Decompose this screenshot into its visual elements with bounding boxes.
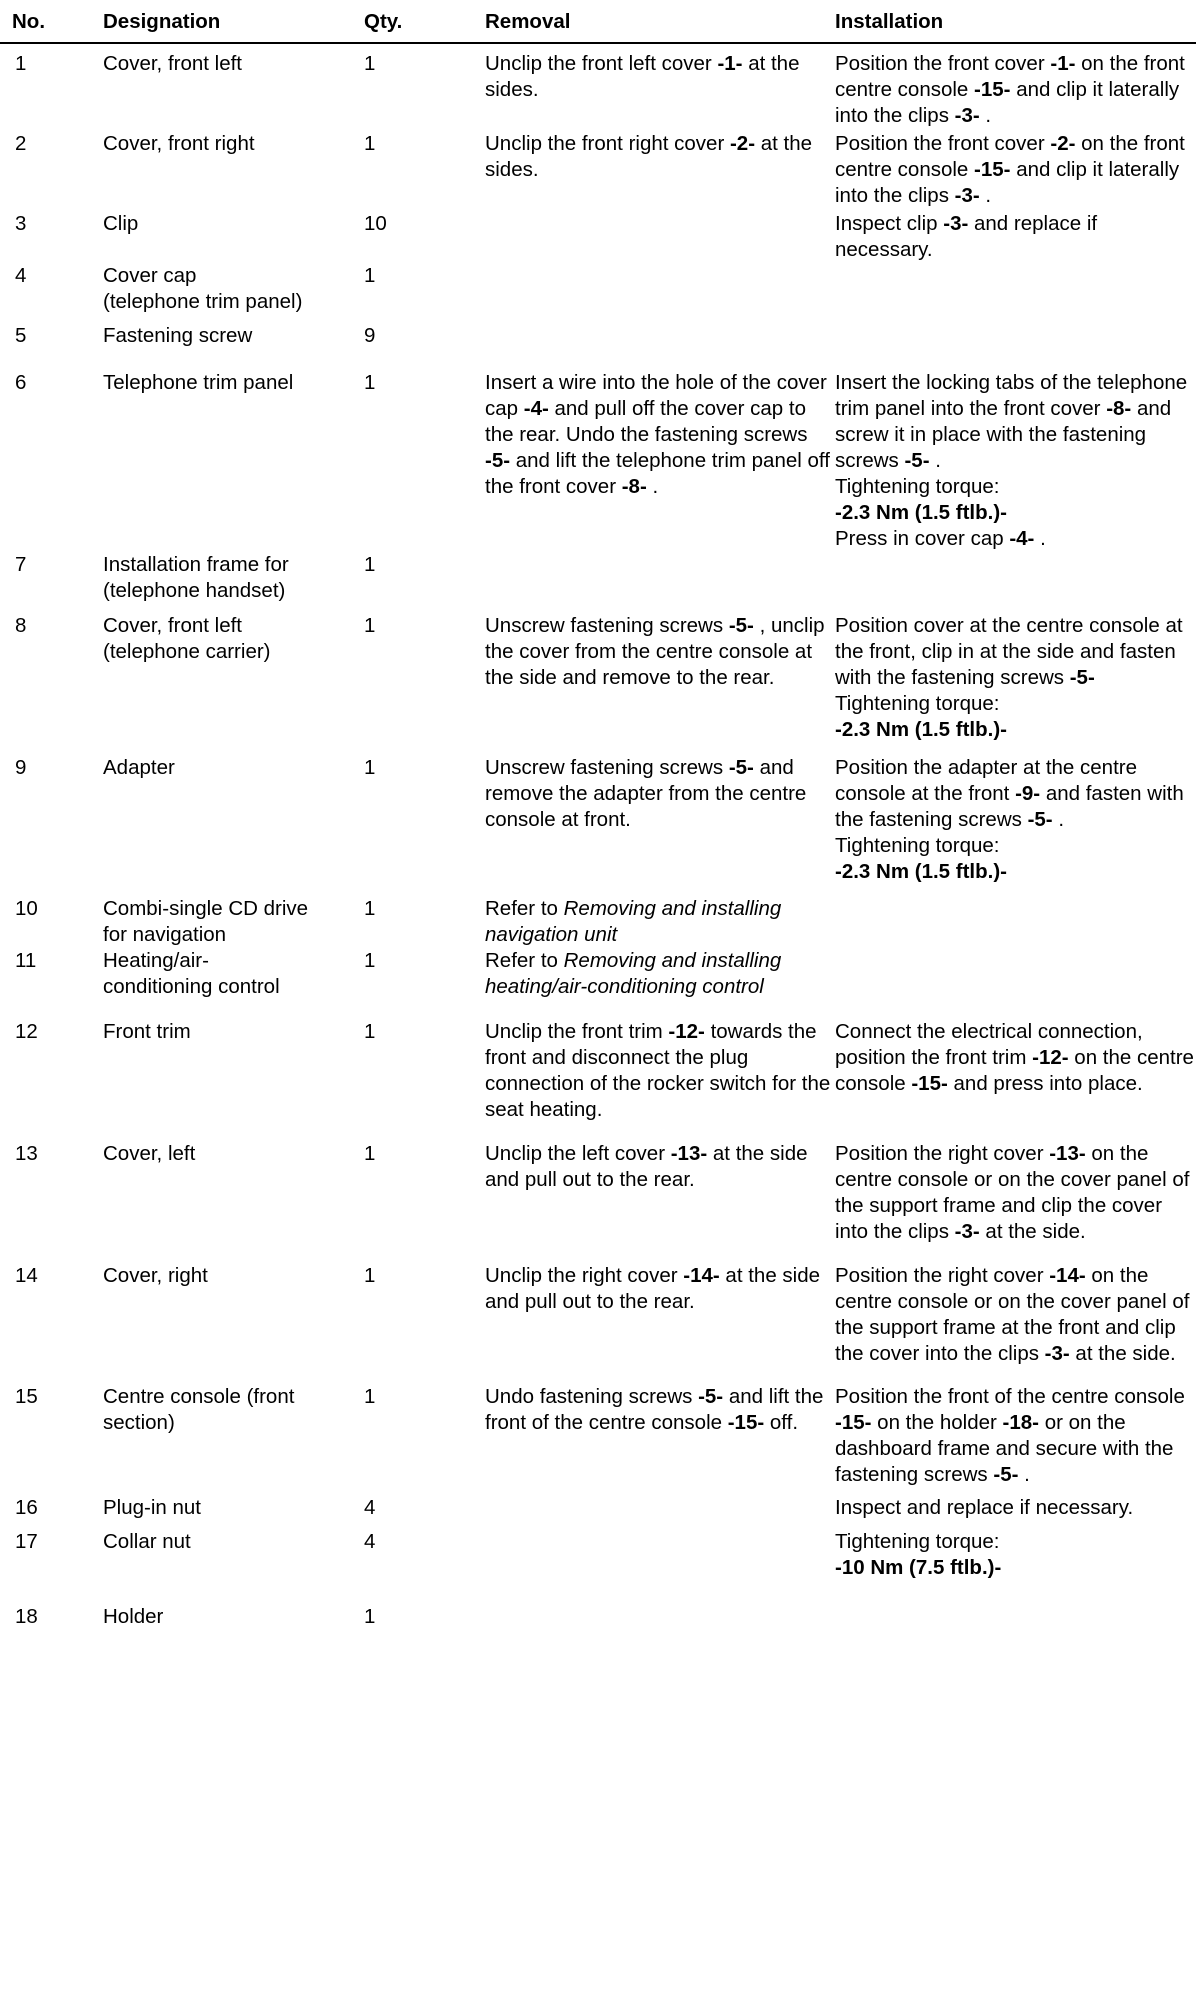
part-reference: -4- — [1009, 527, 1035, 550]
removal-cell — [485, 613, 835, 755]
instruction-text: on the centre console or on the cover panel of the support frame at the front and clip the cover into the clips — [835, 1264, 1190, 1365]
designation-line: Front trim — [103, 1020, 191, 1043]
row-number: 16 — [15, 1496, 38, 1519]
designation-line: Combi-single CD drive — [103, 897, 309, 920]
instruction-text: Tightening torque: — [835, 834, 1000, 857]
cross-reference: Removing and installing navigation unit — [485, 897, 782, 946]
table-row — [0, 211, 1196, 263]
installation-cell — [835, 896, 1196, 948]
quantity: 4 — [364, 1530, 376, 1553]
designation-line: Cover, front left — [103, 614, 243, 637]
installation-cell — [835, 1263, 1196, 1384]
quantity: 1 — [364, 553, 376, 576]
part-reference: -15- — [911, 1072, 948, 1095]
designation-line: Cover cap — [103, 264, 197, 287]
table-row — [0, 43, 1196, 131]
instruction-text: . — [979, 184, 992, 207]
instruction-text: towards the front and disconnect the plug connection of the rocker switch for the seat heating. — [485, 1020, 831, 1121]
quantity: 1 — [364, 1605, 376, 1628]
instruction-text: and remove the adapter from the centre console at front. — [485, 756, 807, 831]
designation-line: (telephone handset) — [103, 579, 286, 602]
instruction-text: Press in cover cap — [835, 527, 1010, 550]
instruction-text: and fasten with the fastening screws — [835, 782, 1184, 831]
row-number: 3 — [15, 212, 27, 235]
instruction-text: Position the right cover — [835, 1142, 1050, 1165]
row-number: 8 — [15, 614, 27, 637]
designation — [103, 948, 364, 1019]
instruction-text: Unclip the left cover — [485, 1142, 671, 1165]
instruction-text: at the side and pull out to the rear. — [485, 1264, 821, 1313]
instruction-text: . — [1052, 808, 1065, 831]
part-reference: -5- — [1027, 808, 1053, 831]
row-number: 9 — [15, 756, 27, 779]
designation — [103, 1384, 364, 1495]
designation — [103, 131, 364, 211]
header-installation: Installation — [835, 0, 1196, 43]
row-number: 18 — [15, 1605, 38, 1628]
part-reference: -18- — [1002, 1411, 1040, 1434]
table-row — [0, 1384, 1196, 1495]
installation-cell — [835, 43, 1196, 131]
quantity: 1 — [364, 1020, 376, 1043]
table-row — [0, 370, 1196, 552]
designation-line: Fastening screw — [103, 324, 253, 347]
part-reference: -15- — [727, 1411, 765, 1434]
instruction-text: and replace if necessary. — [835, 212, 1098, 261]
designation-line: Cover, front right — [103, 132, 255, 155]
part-reference: -14- — [1049, 1264, 1086, 1287]
designation — [103, 755, 364, 896]
instruction-text: and clip it laterally into the clips — [835, 158, 1180, 207]
part-reference: -8- — [621, 475, 647, 498]
removal-cell — [485, 552, 835, 613]
part-reference: -3- — [954, 1220, 980, 1243]
designation-line: Heating/air- — [103, 949, 209, 972]
part-reference: -9- — [1015, 782, 1041, 805]
header-designation: Designation — [103, 0, 364, 43]
part-reference: -3- — [1044, 1342, 1070, 1365]
instruction-text: . — [1034, 527, 1046, 550]
row-number: 2 — [15, 132, 27, 155]
instruction-text: . — [929, 449, 941, 472]
installation-cell — [835, 1019, 1196, 1141]
instruction-text: Unscrew fastening screws — [485, 756, 729, 779]
quantity: 4 — [364, 1496, 376, 1519]
row-number: 15 — [15, 1385, 38, 1408]
designation — [103, 613, 364, 755]
removal-cell — [485, 1141, 835, 1263]
removal-cell — [485, 1604, 835, 1630]
removal-cell — [485, 896, 835, 948]
quantity: 1 — [364, 897, 376, 920]
part-reference: -5- — [698, 1385, 724, 1408]
quantity: 1 — [364, 1264, 376, 1287]
installation-cell — [835, 1495, 1196, 1529]
instruction-text: at the side and pull out to the rear. — [485, 1142, 808, 1191]
installation-cell — [835, 613, 1196, 755]
table-row — [0, 263, 1196, 323]
quantity: 10 — [364, 212, 387, 235]
row-number: 6 — [15, 371, 27, 394]
designation — [103, 1604, 364, 1630]
instruction-text: Unscrew fastening screws — [485, 614, 729, 637]
instruction-text: at the sides. — [485, 52, 800, 101]
table-row — [0, 1495, 1196, 1529]
part-reference: -2.3 Nm (1.5 ftlb.)- — [835, 501, 1007, 524]
row-number: 5 — [15, 324, 27, 347]
quantity: 1 — [364, 614, 376, 637]
part-reference: -13- — [1049, 1142, 1086, 1165]
instruction-text: . — [1018, 1463, 1030, 1486]
part-reference: -2- — [729, 132, 756, 155]
installation-cell — [835, 1529, 1196, 1604]
instruction-text: Refer to — [485, 897, 564, 920]
table-row — [0, 948, 1196, 1019]
part-reference: -3- — [943, 212, 969, 235]
removal-cell — [485, 1529, 835, 1604]
designation-line: Cover, right — [103, 1264, 208, 1287]
table-row — [0, 1529, 1196, 1604]
instruction-text: on the centre console — [835, 1046, 1194, 1095]
part-reference: -5- — [993, 1463, 1019, 1486]
removal-cell — [485, 131, 835, 211]
part-reference: -15- — [974, 78, 1011, 101]
part-reference: -1- — [1050, 52, 1076, 75]
instruction-text: Position the front of the centre console — [835, 1385, 1185, 1408]
instruction-text: Position the front cover — [835, 132, 1051, 155]
designation-line: for navigation — [103, 923, 227, 946]
instruction-text: or on the dashboard frame and secure with the fastening screws — [835, 1411, 1174, 1486]
designation-line: Cover, left — [103, 1142, 196, 1165]
installation-cell — [835, 370, 1196, 552]
quantity: 9 — [364, 324, 376, 347]
table-row — [0, 323, 1196, 370]
part-reference: -10 Nm (7.5 ftlb.)- — [835, 1556, 1002, 1579]
instruction-text: . — [646, 475, 659, 498]
instruction-text: on the centre console or on the cover panel of the support frame and clip the cover into the clips — [835, 1142, 1190, 1243]
row-number: 10 — [15, 897, 38, 920]
removal-cell — [485, 1019, 835, 1141]
quantity: 1 — [364, 756, 376, 779]
designation — [103, 1019, 364, 1141]
part-reference: -12- — [668, 1020, 705, 1043]
designation-line: (telephone trim panel) — [103, 290, 303, 313]
cross-reference: Removing and installing heating/air-conditioning control — [485, 949, 782, 998]
part-reference: -8- — [1106, 397, 1132, 420]
designation — [103, 1529, 364, 1604]
instruction-text: Unclip the front left cover — [485, 52, 718, 75]
instruction-text: off. — [764, 1411, 799, 1434]
table-header — [0, 0, 1196, 43]
row-number: 1 — [15, 52, 27, 75]
table-row — [0, 1604, 1196, 1630]
table-row — [0, 613, 1196, 755]
removal-cell — [485, 263, 835, 323]
instruction-text: and screw it in place with the fastening screws — [835, 397, 1172, 472]
part-reference: -2.3 Nm (1.5 ftlb.)- — [835, 860, 1007, 883]
designation-line: section) — [103, 1411, 175, 1434]
designation-line: Collar nut — [103, 1530, 191, 1553]
row-number: 12 — [15, 1020, 38, 1043]
instruction-text: Position the right cover — [835, 1264, 1050, 1287]
instruction-text: Refer to — [485, 949, 564, 972]
installation-cell — [835, 323, 1196, 370]
installation-cell — [835, 1604, 1196, 1630]
quantity: 1 — [364, 949, 376, 972]
removal-cell — [485, 1495, 835, 1529]
instruction-text: and clip it laterally into the clips — [835, 78, 1180, 127]
row-number: 11 — [15, 949, 37, 972]
designation — [103, 323, 364, 370]
header-row — [0, 0, 1196, 43]
instruction-text: Inspect clip — [835, 212, 944, 235]
instruction-text: Unclip the right cover — [485, 1264, 684, 1287]
table-row — [0, 1141, 1196, 1263]
instruction-text: and lift the front of the centre console — [485, 1385, 824, 1434]
part-reference: -2- — [1050, 132, 1076, 155]
table-row — [0, 896, 1196, 948]
installation-cell — [835, 755, 1196, 896]
quantity: 1 — [364, 264, 376, 287]
instruction-text: Position cover at the centre console at the front, clip in at the side and fasten with the fastening screws — [835, 614, 1183, 689]
instruction-text: at the side. — [979, 1220, 1086, 1243]
removal-cell — [485, 755, 835, 896]
designation-line: (telephone carrier) — [103, 640, 271, 663]
instruction-text: Unclip the front trim — [485, 1020, 669, 1043]
quantity: 1 — [364, 52, 376, 75]
table-row — [0, 131, 1196, 211]
row-number: 4 — [15, 264, 27, 287]
designation-line: Clip — [103, 212, 139, 235]
header-qty: Qty. — [364, 0, 485, 43]
instruction-text: Insert the locking tabs of the telephone trim panel into the front cover — [835, 371, 1188, 420]
installation-cell — [835, 211, 1196, 263]
instruction-text: at the side. — [1069, 1342, 1176, 1365]
instruction-text: Tightening torque: — [835, 1530, 1000, 1553]
instruction-text: Tightening torque: — [835, 692, 1000, 715]
quantity: 1 — [364, 371, 376, 394]
part-reference: -3- — [954, 104, 980, 127]
part-reference: -2.3 Nm (1.5 ftlb.)- — [835, 718, 1007, 741]
designation — [103, 552, 364, 613]
part-reference: -5- — [485, 449, 511, 472]
instruction-text: and lift the telephone trim panel off the front cover — [485, 449, 830, 498]
installation-cell — [835, 948, 1196, 1019]
part-reference: -13- — [670, 1142, 708, 1165]
part-reference: -4- — [523, 397, 549, 420]
part-reference: -5- — [1069, 666, 1095, 689]
table-body — [0, 43, 1196, 1630]
part-reference: -14- — [683, 1264, 720, 1287]
designation — [103, 896, 364, 948]
designation — [103, 370, 364, 552]
installation-cell — [835, 552, 1196, 613]
quantity: 1 — [364, 1142, 376, 1165]
installation-cell — [835, 1141, 1196, 1263]
instruction-text: Connect the electrical connection, position the front trim — [835, 1020, 1143, 1069]
part-reference: -5- — [728, 614, 754, 637]
designation-line: Telephone trim panel — [103, 371, 294, 394]
removal-cell — [485, 211, 835, 263]
row-number: 14 — [15, 1264, 38, 1287]
table-row — [0, 755, 1196, 896]
part-reference: -15- — [835, 1411, 872, 1434]
designation-line: Plug-in nut — [103, 1496, 202, 1519]
part-reference: -3- — [954, 184, 980, 207]
designation-line: Holder — [103, 1605, 164, 1628]
removal-cell — [485, 43, 835, 131]
table-row — [0, 552, 1196, 613]
quantity: 1 — [364, 132, 376, 155]
designation — [103, 1263, 364, 1384]
instruction-text: . — [979, 104, 992, 127]
quantity: 1 — [364, 1385, 376, 1408]
removal-cell — [485, 370, 835, 552]
header-removal: Removal — [485, 0, 835, 43]
designation-line: Cover, front left — [103, 52, 243, 75]
instruction-text: Position the adapter at the centre console at the front — [835, 756, 1138, 805]
instruction-text: on the holder — [871, 1411, 1003, 1434]
instruction-text: at the sides. — [485, 132, 813, 181]
part-reference: -5- — [728, 756, 754, 779]
instruction-text: Undo fastening screws — [485, 1385, 699, 1408]
designation-line: conditioning control — [103, 975, 280, 998]
instruction-text: Insert a wire into the hole of the cover cap — [485, 371, 827, 420]
installation-cell — [835, 1384, 1196, 1495]
designation — [103, 263, 364, 323]
designation — [103, 43, 364, 131]
header-no: No. — [0, 0, 103, 43]
instruction-text: and pull off the cover cap to the rear. Undo the fastening screws — [485, 397, 808, 446]
designation — [103, 1141, 364, 1263]
row-number: 13 — [15, 1142, 38, 1165]
instruction-text: Tightening torque: — [835, 475, 1000, 498]
row-number: 7 — [15, 553, 27, 576]
instruction-text: on the front centre console — [835, 52, 1185, 101]
removal-cell — [485, 1384, 835, 1495]
designation-line: Adapter — [103, 756, 175, 779]
installation-cell — [835, 131, 1196, 211]
row-number: 17 — [15, 1530, 38, 1553]
instruction-text: Unclip the front right cover — [485, 132, 730, 155]
removal-cell — [485, 323, 835, 370]
instruction-text: and press into place. — [947, 1072, 1143, 1095]
table-row — [0, 1019, 1196, 1141]
instruction-text: Position the front cover — [835, 52, 1051, 75]
designation — [103, 211, 364, 263]
part-reference: -1- — [717, 52, 743, 75]
instruction-text: Inspect and replace if necessary. — [835, 1496, 1134, 1519]
designation-line: Centre console (front — [103, 1385, 295, 1408]
instruction-text: , unclip the cover from the centre console at the side and remove to the rear. — [485, 614, 825, 689]
part-reference: -5- — [904, 449, 930, 472]
removal-cell — [485, 1263, 835, 1384]
installation-cell — [835, 263, 1196, 323]
part-reference: -15- — [974, 158, 1011, 181]
designation-line: Installation frame for — [103, 553, 289, 576]
designation — [103, 1495, 364, 1529]
part-reference: -12- — [1032, 1046, 1069, 1069]
removal-cell — [485, 948, 835, 1019]
table-row — [0, 1263, 1196, 1384]
instruction-text: on the front centre console — [835, 132, 1185, 181]
